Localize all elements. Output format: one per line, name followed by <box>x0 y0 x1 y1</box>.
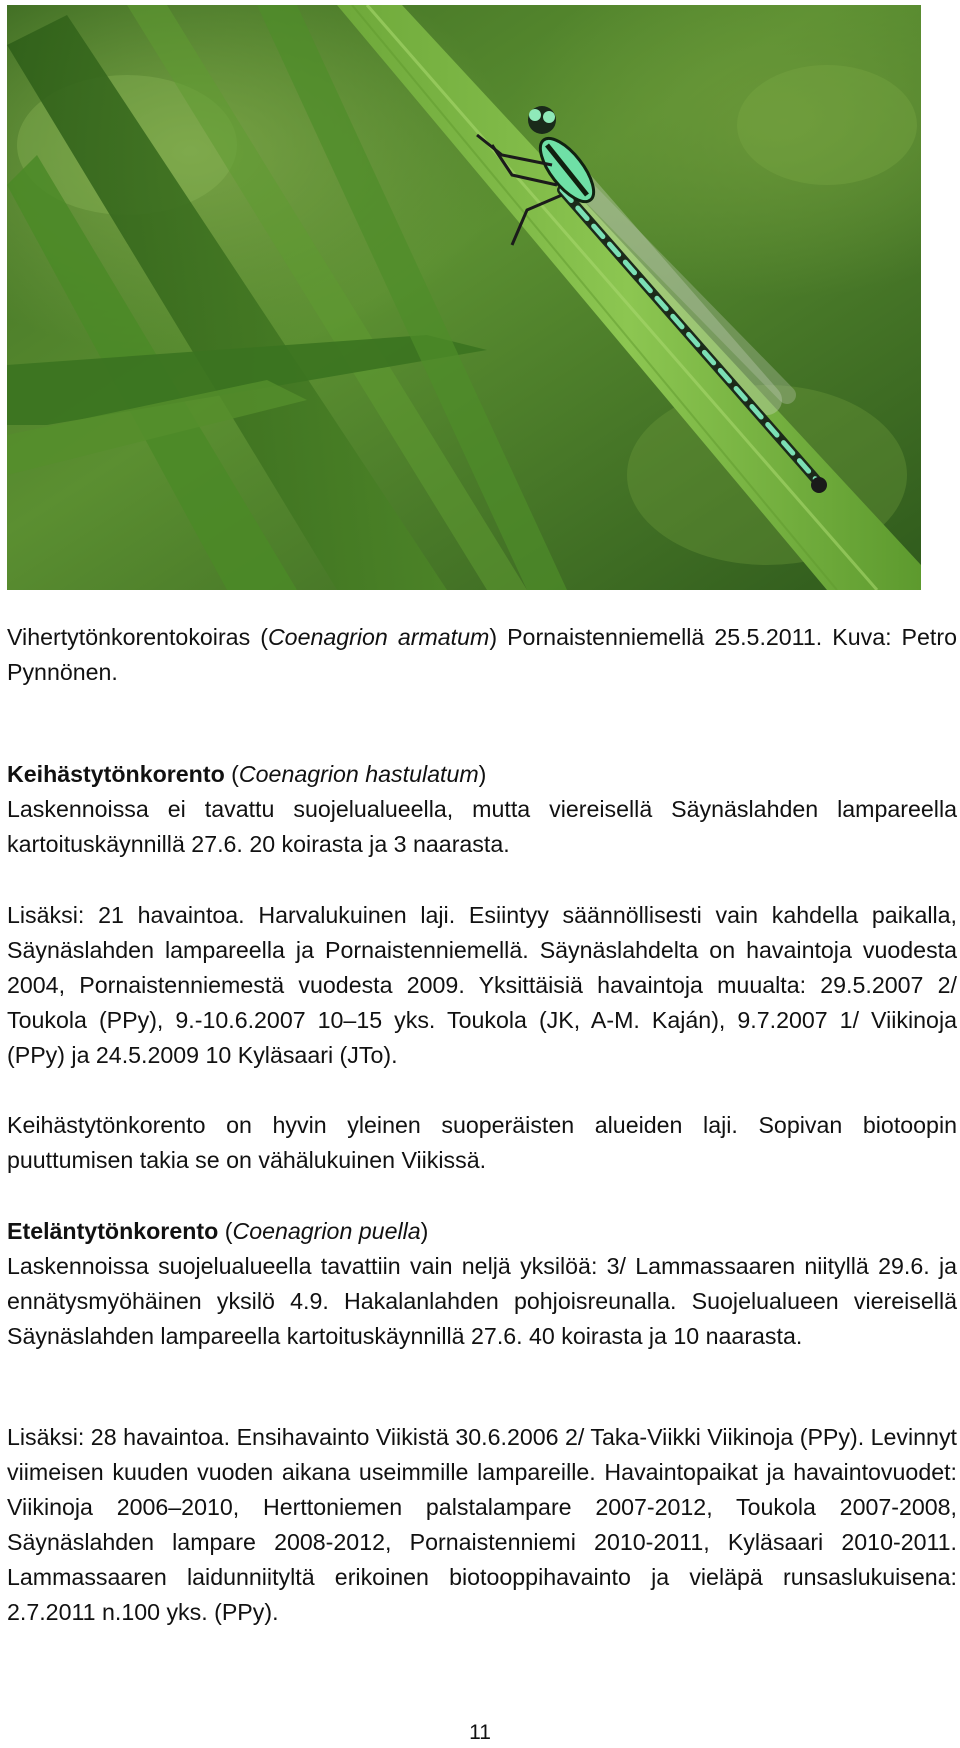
species-2-latin: Coenagrion puella <box>232 1218 421 1244</box>
page-number: 11 <box>469 1721 491 1744</box>
damselfly-photo <box>7 5 921 590</box>
species-2-paragraph: Eteläntytönkorento (Coenagrion puella) Laskennoissa suojelualueella tavattiin vain neljä yksilöä: 3/ Lammassaaren niityllä 29.6. ja ennätysmyöhäinen yksilö 4.9. Hakalanlahden pohjoisreunalla. Suojelualueen viereisellä Säynäslahden lampareella kartoituskäynnillä 27.6. 40 koirasta ja 10 naarasta. <box>7 1218 957 1349</box>
species-1-name: Keihästytönkorento <box>7 761 225 787</box>
caption-latin-name: Coenagrion armatum <box>267 624 490 650</box>
caption-location-date: Pornaistenniemellä 25.5.2011. <box>507 624 823 650</box>
species-1-paragraph: Keihästytönkorento (Coenagrion hastulatum) Laskennoissa ei tavattu suojelualueella, mutta viereisellä Säynäslahden lampareella kartoituskäynnillä 27.6. 20 koirasta ja 3 naarasta. <box>7 761 957 857</box>
species-2-name: Eteläntytönkorento <box>7 1218 219 1244</box>
species-1-summary: Keihästytönkorento on hyvin yleinen suoperäisten alueiden laji. Sopivan biotoopin puuttumisen takia se on vähälukuinen Viikissä. <box>7 1112 957 1173</box>
caption-common-name: Vihertytönkorentokoiras <box>7 624 251 650</box>
species-1-census: Laskennoissa ei tavattu suojelualueella, mutta viereisellä Säynäslahden lampareella kartoituskäynnillä 27.6. 20 koirasta ja 3 naarasta. <box>7 796 957 857</box>
photo-caption: Vihertytönkorentokoiras (Coenagrion armatum) Pornaistenniemellä 25.5.2011. Kuva: Petro Pynnönen. <box>7 624 957 685</box>
species-2-census: Laskennoissa suojelualueella tavattiin vain neljä yksilöä: 3/ Lammassaaren niityllä 29.6. ja ennätysmyöhäinen yksilö 4.9. Hakalanlahden pohjoisreunalla. Suojelualueen viereisellä Säynäslahden lampareella kartoituskäynnillä 27.6. 40 koirasta ja 10 naarasta. <box>7 1253 957 1349</box>
species-1-latin: Coenagrion hastulatum <box>238 761 479 787</box>
caption-credit: Kuva: Petro Pynnönen. <box>7 624 957 685</box>
species-2-additional: Lisäksi: 28 havaintoa. Ensihavainto Viikistä 30.6.2006 2/ Taka-Viikki Viikinoja (PPy). Levinnyt viimeisen kuuden vuoden aikana useimmille lampareille. Havaintopaikat ja havaintovuodet: Viikinoja 2006–2010, Herttoniemen palstalampare 2007-2012, Toukola 2007-2008, Säynäslahden lampare 2008-2012, Pornaistenniemi 2010-2011, Kyläsaari 2010-2011. Lammassaaren laidunniityltä erikoinen biotooppihavainto ja vieläpä runsaslukuisena: 2.7.2011 n.100 yks. (PPy). <box>7 1424 957 1625</box>
species-1-additional: Lisäksi: 21 havaintoa. Harvalukuinen laji. Esiintyy säännöllisesti vain kahdella paikalla, Säynäslahden lampareella ja Pornaistenniemellä. Säynäslahdelta on havaintoja vuodesta 2004, Pornaistenniemestä vuodesta 2009. Yksittäisiä havaintoja muualta: 29.5.2007 2/ Toukola (PPy), 9.-10.6.2007 10–15 yks. Toukola (JK, A-M. Kaján), 9.7.2007 1/ Viikinoja (PPy) ja 24.5.2009 10 Kyläsaari (JTo). <box>7 902 957 1068</box>
